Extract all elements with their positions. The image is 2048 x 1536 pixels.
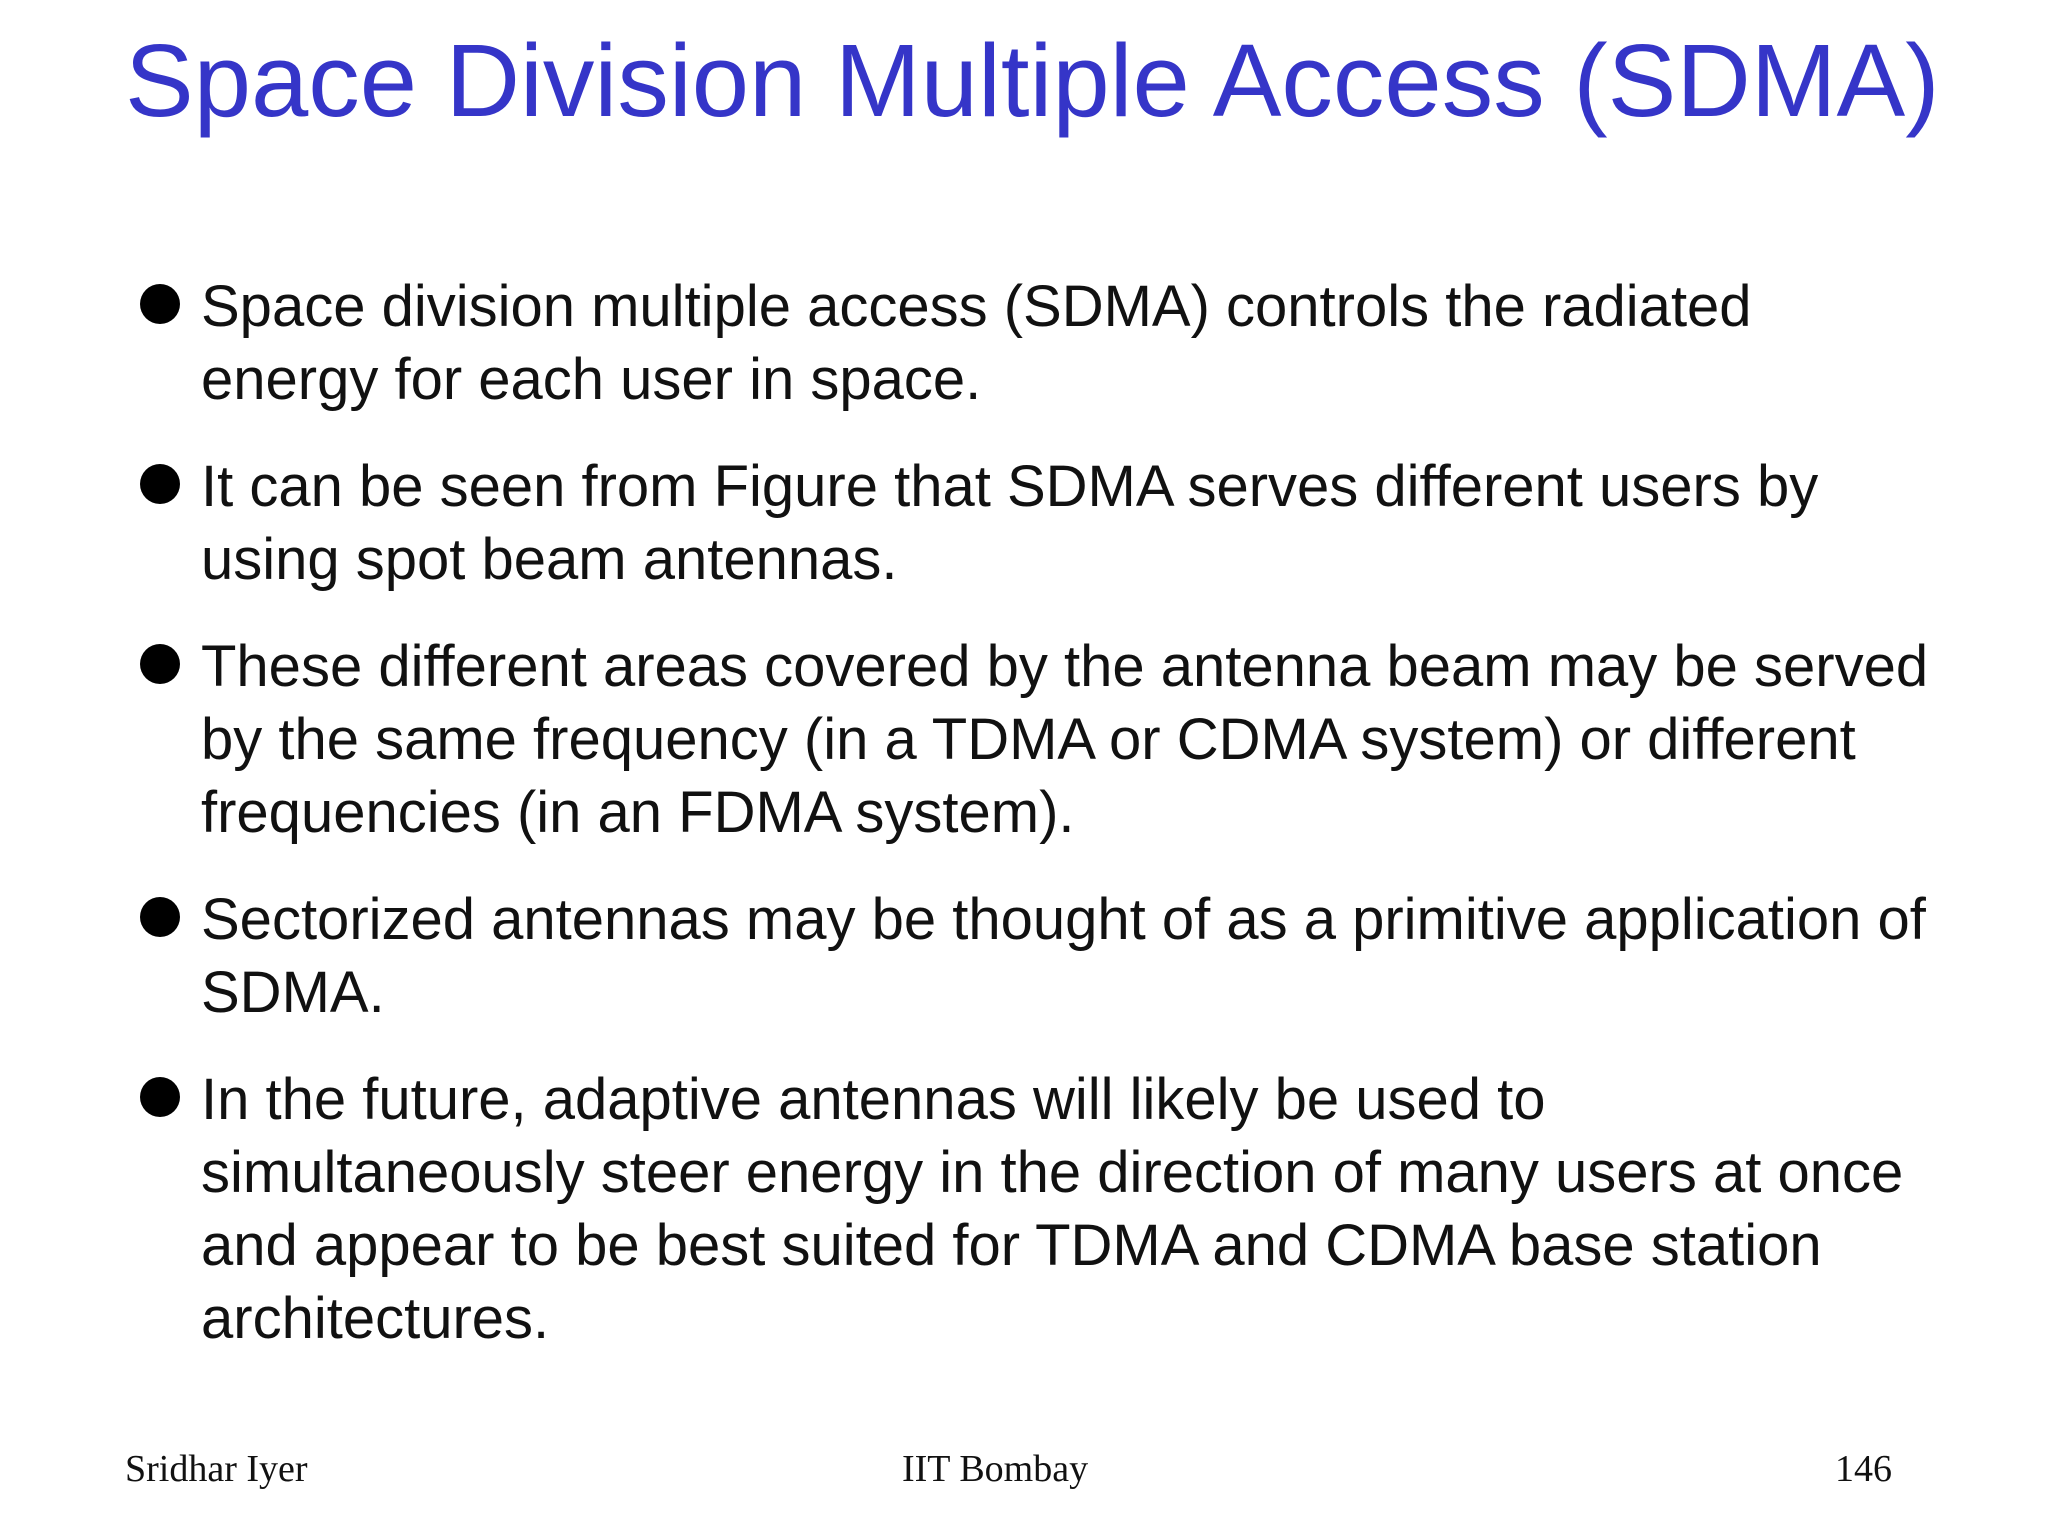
bullet-item	[140, 450, 1940, 596]
bullet-dot-icon	[140, 644, 180, 684]
page-number: 146	[1835, 1448, 1892, 1490]
bullet-item	[140, 1063, 1940, 1355]
footer-institution: IIT Bombay	[902, 1448, 1089, 1490]
bullet-text: Sectorized antennas may be thought of as a primitive application of SDMA.	[201, 887, 1926, 1025]
bullet-dot-icon	[140, 464, 180, 504]
bullet-dot-icon	[140, 1077, 180, 1117]
bullet-dot-icon	[140, 897, 180, 937]
slide-title: Space Division Multiple Access (SDMA)	[125, 23, 1940, 138]
footer-author: Sridhar Iyer	[125, 1448, 308, 1490]
bullet-text: It can be seen from Figure that SDMA serves different users by using spot beam antennas.	[201, 454, 1819, 592]
bullet-item	[140, 270, 1940, 416]
bullet-text: In the future, adaptive antennas will likely be used to simultaneously steer energy in the direction of many users at once and appear to be best suited for TDMA and CDMA base station architectures.	[201, 1067, 1904, 1351]
bullet-list	[140, 270, 1940, 1389]
bullet-dot-icon	[140, 284, 180, 324]
bullet-text: Space division multiple access (SDMA) controls the radiated energy for each user in space.	[201, 274, 1752, 412]
bullet-item	[140, 883, 1940, 1029]
bullet-item	[140, 630, 1940, 849]
bullet-text: These different areas covered by the antenna beam may be served by the same frequency (in a TDMA or CDMA system) or different frequencies (in an FDMA system).	[201, 634, 1929, 845]
